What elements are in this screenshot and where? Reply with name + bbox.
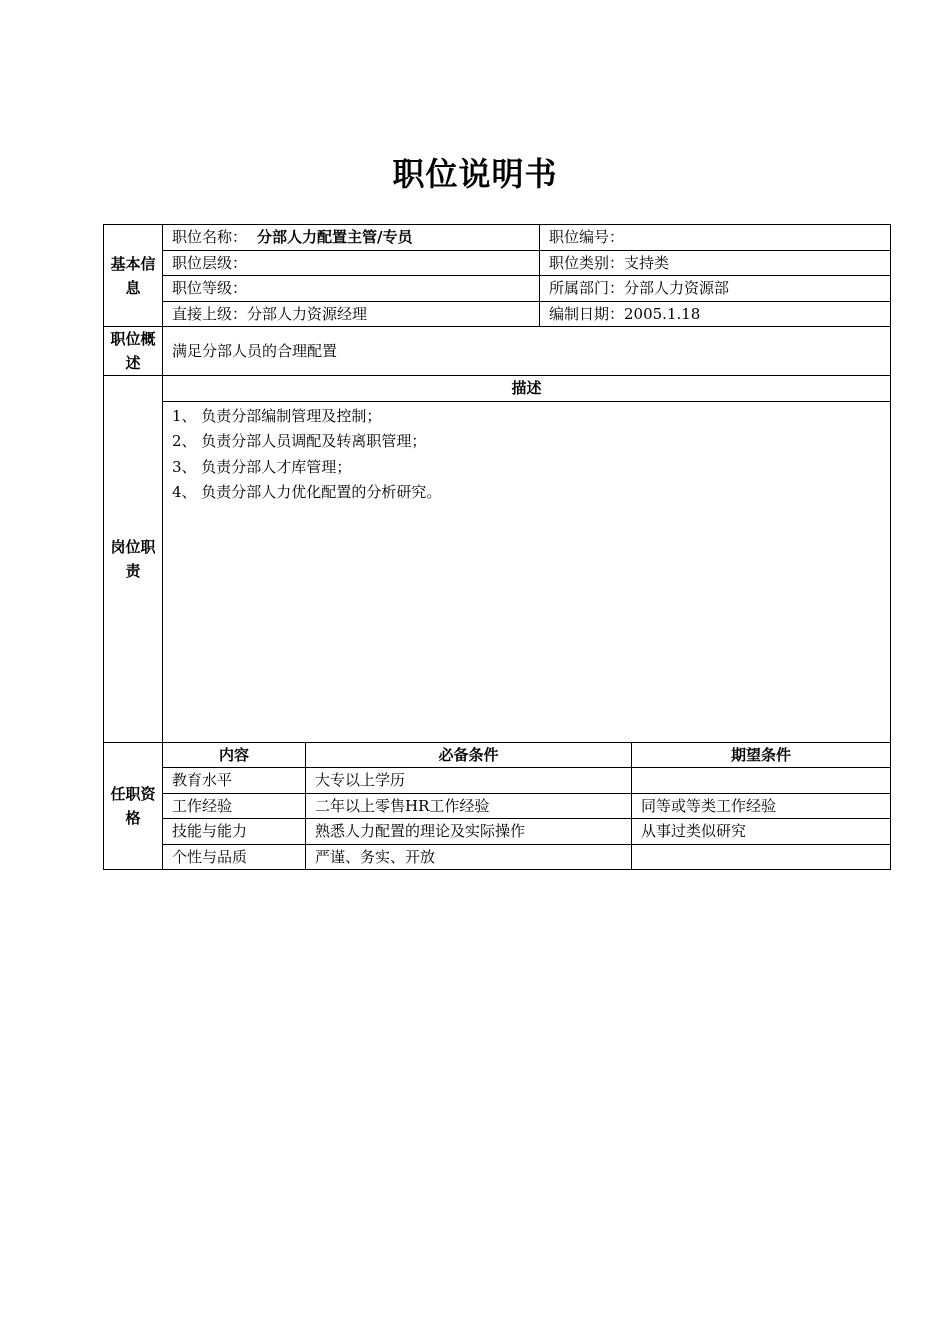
duties-header-row xyxy=(104,376,891,402)
qual-preferred: 从事过类似研究 xyxy=(632,819,891,845)
basic-row-4 xyxy=(104,301,891,327)
position-name-label: 职位名称： xyxy=(172,228,248,247)
col-header-required: 必备条件 xyxy=(306,742,632,768)
position-code-cell: 职位编号： xyxy=(540,225,891,251)
supervisor-cell: 直接上级：分部人力资源经理 xyxy=(163,301,540,327)
section-summary: 职位概述 xyxy=(104,327,163,376)
qual-item: 个性与品质 xyxy=(163,844,306,870)
table-row xyxy=(104,819,891,845)
qual-preferred xyxy=(632,768,891,794)
duties-list xyxy=(163,401,891,742)
basic-row-1 xyxy=(104,225,891,251)
qual-item: 工作经验 xyxy=(163,793,306,819)
qual-required: 熟悉人力配置的理论及实际操作 xyxy=(306,819,632,845)
qual-item: 教育水平 xyxy=(163,768,306,794)
qual-preferred xyxy=(632,844,891,870)
date-cell: 编制日期：2005.1.18 xyxy=(540,301,891,327)
duty-item: 3、 负责分部人才库管理； xyxy=(172,457,352,476)
basic-row-3 xyxy=(104,276,891,302)
section-duties: 岗位职责 xyxy=(104,376,163,743)
position-name-value: 分部人力配置主管/专员 xyxy=(257,228,413,247)
basic-row-2 xyxy=(104,250,891,276)
department-cell: 所属部门：分部人力资源部 xyxy=(540,276,891,302)
qualifications-header-row xyxy=(104,742,891,768)
job-description-table xyxy=(103,224,891,870)
summary-text: 满足分部人员的合理配置 xyxy=(163,327,891,376)
qual-item: 技能与能力 xyxy=(163,819,306,845)
duty-item: 2、 负责分部人员调配及转离职管理； xyxy=(172,432,427,450)
section-basic-info: 基本信息 xyxy=(104,225,163,327)
table-row xyxy=(104,844,891,870)
col-header-preferred: 期望条件 xyxy=(632,742,891,768)
summary-row xyxy=(104,327,891,376)
table-row xyxy=(104,793,891,819)
duties-header: 描述 xyxy=(163,376,891,402)
qual-required: 大专以上学历 xyxy=(306,768,632,794)
position-level-cell: 职位层级： xyxy=(163,250,540,276)
position-grade-cell: 职位等级： xyxy=(163,276,540,302)
position-name-cell xyxy=(163,225,540,251)
document-title: 职位说明书 xyxy=(392,155,558,193)
duties-body-row xyxy=(104,401,891,742)
position-category-cell: 职位类别：支持类 xyxy=(540,250,891,276)
qual-required: 二年以上零售HR工作经验 xyxy=(306,793,632,819)
col-header-content: 内容 xyxy=(163,742,306,768)
table-row xyxy=(104,768,891,794)
qual-required: 严谨、务实、开放 xyxy=(306,844,632,870)
duty-item: 1、 负责分部编制管理及控制； xyxy=(172,406,382,425)
qual-preferred: 同等或等类工作经验 xyxy=(632,793,891,819)
duty-item: 4、 负责分部人力优化配置的分析研究。 xyxy=(172,483,442,501)
section-qualifications: 任职资格 xyxy=(104,742,163,870)
